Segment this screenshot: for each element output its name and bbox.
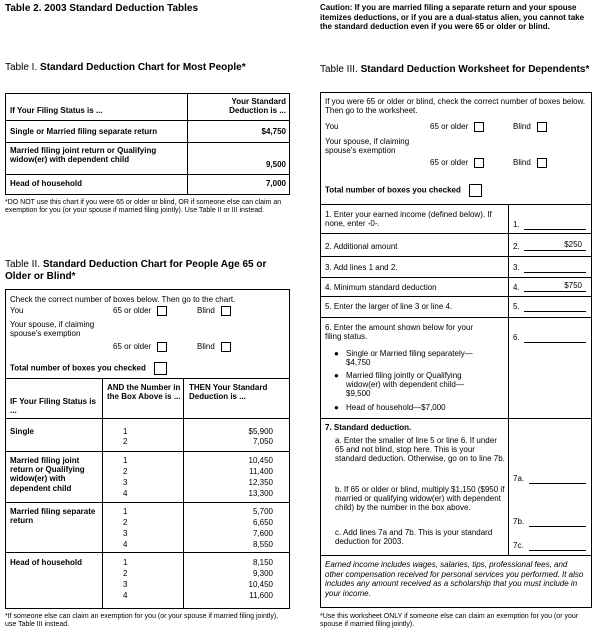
- table2-spouse-blind-checkbox[interactable]: [221, 342, 231, 352]
- table3-spouse-blind-option: [513, 158, 547, 168]
- table3-you-blind-option: [513, 122, 547, 132]
- table2-group-number: 4: [123, 591, 128, 600]
- line5-number: 5.: [513, 302, 520, 311]
- table2-col-status: IF Your Filing Status is ...: [10, 397, 96, 416]
- table1-row-status: Head of household: [10, 179, 82, 188]
- table2-group-amount: 5,700: [252, 507, 273, 516]
- table2-group-number: 1: [123, 507, 128, 516]
- table2-group-amount: 7,600: [252, 529, 273, 538]
- table2-group-number: 2: [123, 569, 128, 578]
- table2-group-status: Married filing joint return or Qualifying widow(er) with dependent child: [10, 456, 85, 493]
- table1-heading: [5, 62, 290, 74]
- table2-you-blind-option: [197, 306, 231, 316]
- line7a-entry[interactable]: [529, 483, 586, 484]
- line7b-label: b. If 65 or older or blind, multiply $1,150 ($950 if married or qualifying widow(er) with dependent child) by the number in the box above.: [335, 485, 505, 513]
- table2-col-deduction: THEN Your Standard Deduction is ...: [189, 383, 268, 402]
- table3-total-label: Total number of boxes you checked: [325, 185, 461, 195]
- table3-you-65-label: 65 or older: [430, 122, 469, 132]
- table2-group-amount: 10,450: [248, 580, 273, 589]
- table2-total-row: [10, 362, 167, 375]
- table2-group-status: Head of household: [10, 558, 82, 567]
- line5-label: 5. Enter the larger of line 3 or line 4.: [325, 302, 453, 311]
- table2-total-label: Total number of boxes you checked: [10, 363, 146, 373]
- table2-instruction: Check the correct number of boxes below. Then go to the chart.: [10, 295, 236, 304]
- table2-group-number: 1: [123, 558, 128, 567]
- line2-entry: [524, 250, 586, 251]
- line2-label: 2. Additional amount: [325, 242, 398, 251]
- table2-group-number: 3: [123, 580, 128, 589]
- table2-group-number: 2: [123, 437, 128, 446]
- table2-you-label: You: [10, 306, 24, 315]
- line6-entry[interactable]: [524, 342, 586, 343]
- table3-instruction: If you were 65 or older or blind, check the correct number of boxes below. Then go to the worksheet.: [325, 97, 586, 116]
- table3-you-65-checkbox[interactable]: [474, 122, 484, 132]
- line7a-label: a. Enter the smaller of line 5 or line 6. If under 65 and not blind, stop here. This is your standard deduction. Otherwise, go on to line 7b.: [335, 436, 505, 464]
- line3-label: 3. Add lines 1 and 2.: [325, 263, 398, 272]
- table2-spouse-blind-option: [197, 342, 231, 352]
- table2-group-number: 3: [123, 478, 128, 487]
- table2-group-amount: 12,350: [248, 478, 273, 487]
- table1-label: Table I.: [5, 62, 38, 73]
- table2-group-number: 2: [123, 467, 128, 476]
- table3-you-blind-label: Blind: [513, 122, 531, 132]
- table2-spouse-65-checkbox[interactable]: [157, 342, 167, 352]
- table2-group-number: 4: [123, 540, 128, 549]
- table1-row-status: Married filing joint return or Qualifying widow(er) with dependent child: [10, 146, 157, 165]
- table1-col-status: If Your Filing Status is ...: [10, 106, 103, 115]
- table2-group-amount: 8,550: [252, 540, 273, 549]
- table3-title: Standard Deduction Worksheet for Dependents*: [360, 64, 590, 75]
- table2-group-amount: 11,600: [249, 591, 273, 600]
- line6-bullet-text: Married filing jointly or Qualifying widow(er) with dependent child—$9,500: [346, 371, 464, 399]
- table2-group-status: Married filing separate return: [10, 507, 96, 526]
- table2-group-amount: 8,150: [252, 558, 273, 567]
- line1-number: 1.: [513, 220, 520, 229]
- line4-number: 4.: [513, 283, 520, 292]
- table3-footnote: *Use this worksheet ONLY if someone else can claim an exemption for you (or your spouse if married filing jointly).: [320, 613, 579, 629]
- table3-you-65-option: [430, 122, 484, 132]
- line3-entry[interactable]: [524, 272, 586, 273]
- table2-title: Standard Deduction Chart for People Age 65 or Older or Blind*: [5, 259, 267, 282]
- line2-value: $250: [564, 240, 582, 249]
- table2-group-amount: 11,400: [249, 467, 273, 476]
- table2-you-65-checkbox[interactable]: [157, 306, 167, 316]
- earned-income-note: Earned income includes wages, salaries, tips, professional fees, and other compensation received for personal services you performed. It also includes any amount received as a scholarship that you must include in your income.: [325, 560, 584, 598]
- table2-you-blind-label: Blind: [197, 306, 215, 316]
- line6-bullet: ● Single or Married filing separately—$4,750: [334, 349, 504, 367]
- line1-entry[interactable]: [524, 229, 586, 230]
- table2-group-number: 4: [123, 489, 128, 498]
- table3-you-label: You: [325, 122, 339, 131]
- table3-total-row: [325, 184, 482, 197]
- line6-label: 6. Enter the amount shown below for your filing status.: [325, 323, 474, 342]
- table3-spouse-65-checkbox[interactable]: [474, 158, 484, 168]
- line7c-label: c. Add lines 7a and 7b. This is your standard deduction for 2003.: [335, 528, 493, 547]
- caution-note: Caution: If you are married filing a separate return and your spouse itemizes deductions, or if you are a dual-status alien, you cannot take the standard deduction even if you were 65 or older or blind.: [320, 3, 585, 32]
- table2-heading: [5, 259, 290, 282]
- line7b-number: 7b.: [513, 517, 525, 526]
- table3-spouse-65-label: 65 or older: [430, 158, 469, 168]
- table3-you-blind-checkbox[interactable]: [537, 122, 547, 132]
- table2-group-amount: 7,050: [252, 437, 273, 446]
- table2-group-amount: 9,300: [252, 569, 273, 578]
- table2-spouse-65-label: 65 or older: [113, 342, 152, 352]
- table2-group-number: 3: [123, 529, 128, 538]
- table3-label: Table III.: [320, 64, 358, 75]
- table1-col-deduction: Your Standard Deduction is ...: [229, 97, 286, 116]
- line5-entry[interactable]: [524, 311, 586, 312]
- table2-group-amount: 6,650: [252, 518, 273, 527]
- table2-group-status: Single: [10, 427, 35, 436]
- table1-footnote: *DO NOT use this chart if you were 65 or older or blind, OR if someone else can claim an exemption for you (or your spouse if married filing jointly). Use Table II or III instead.: [5, 199, 282, 215]
- table2-spouse-blind-label: Blind: [197, 342, 215, 352]
- table1-title: Standard Deduction Chart for Most People*: [40, 62, 246, 73]
- table2-total-box[interactable]: [154, 362, 167, 375]
- line7c-entry[interactable]: [529, 550, 586, 551]
- table2-you-blind-checkbox[interactable]: [221, 306, 231, 316]
- line1-label: 1. Enter your earned income (defined below). If none, enter -0-.: [325, 210, 492, 229]
- table3-spouse-65-option: [430, 158, 484, 168]
- table2-group-amount: 10,450: [248, 456, 273, 465]
- table2-group-number: 1: [123, 456, 128, 465]
- line7c-number: 7c.: [513, 541, 524, 550]
- table2-group-amount: $5,900: [248, 427, 273, 436]
- line7a-number: 7a.: [513, 474, 525, 483]
- table2-you-65-label: 65 or older: [113, 306, 152, 316]
- table1-row-status: Single or Married filing separate return: [10, 127, 158, 136]
- table2-footnote: *If someone else can claim an exemption for you (or your spouse if married filing jointly), use Table III instead.: [5, 613, 279, 629]
- table2-spouse-65-option: [113, 342, 167, 352]
- line7b-entry[interactable]: [529, 526, 586, 527]
- line2-number: 2.: [513, 242, 520, 251]
- line7-label: 7. Standard deduction.: [325, 423, 412, 432]
- table2-you-65-option: [113, 306, 167, 316]
- page-title: Table 2. 2003 Standard Deduction Tables: [5, 3, 199, 14]
- table2-label: Table II.: [5, 259, 41, 270]
- table2-group-number: 1: [123, 427, 128, 436]
- table1-row-amount: 9,500: [265, 160, 286, 169]
- table3-total-box[interactable]: [469, 184, 482, 197]
- line4-entry: [524, 291, 586, 292]
- table2-group-number: 2: [123, 518, 128, 527]
- line6-bullet: ● Head of household—$7,000: [334, 403, 504, 412]
- table3-heading: [320, 64, 592, 76]
- line6-bullet-text: Head of household—$7,000: [346, 403, 446, 412]
- line6-bullet-text: Single or Married filing separately—$4,750: [346, 349, 473, 368]
- table2-col-number: AND the Number in the Box Above is ...: [107, 383, 181, 402]
- table3-spouse-blind-checkbox[interactable]: [537, 158, 547, 168]
- line6-bullet: ● Married filing jointly or Qualifying widow(er) with dependent child—$9,500: [334, 371, 504, 399]
- line4-value: $750: [564, 281, 582, 290]
- table1-row-amount: 7,000: [265, 179, 286, 188]
- table2-spouse-label: Your spouse, if claiming spouse's exemption: [10, 320, 95, 339]
- line4-label: 4. Minimum standard deduction: [325, 283, 437, 292]
- table2-group-amount: 13,300: [248, 489, 273, 498]
- table3-spouse-blind-label: Blind: [513, 158, 531, 168]
- line3-number: 3.: [513, 263, 520, 272]
- line6-number: 6.: [513, 333, 520, 342]
- table1-row-amount: $4,750: [261, 127, 286, 136]
- table3-spouse-label: Your spouse, if claiming spouse's exemption: [325, 137, 410, 156]
